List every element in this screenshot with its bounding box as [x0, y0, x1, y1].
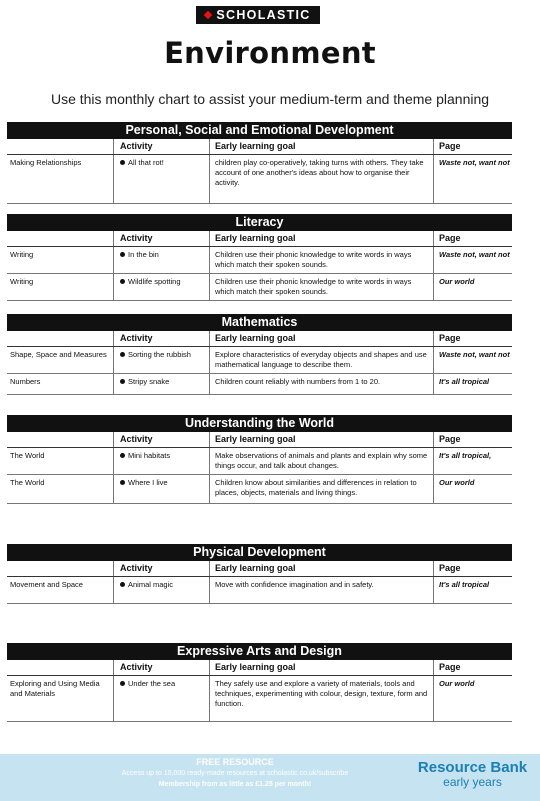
- table-row: [7, 347, 512, 374]
- section-understanding-world: [7, 415, 512, 504]
- page-cell: Waste not, want not: [433, 347, 512, 373]
- area-cell: Movement and Space: [10, 580, 83, 589]
- activity-header: Activity: [113, 231, 209, 246]
- page-cell: Waste not, want not: [433, 155, 512, 203]
- activity-cell: Under the sea: [113, 676, 209, 721]
- table-row: [7, 374, 512, 395]
- bullet-icon: [120, 480, 125, 485]
- page-cell: Our world: [433, 475, 512, 503]
- goal-header: Early learning goal: [209, 231, 433, 246]
- area-cell: Exploring and Using Media and Materials: [10, 679, 100, 698]
- column-headers: [7, 139, 512, 155]
- goal-header: Early learning goal: [209, 139, 433, 154]
- page-cell: Waste not, want not: [433, 247, 512, 273]
- footer-promo: [80, 756, 390, 790]
- activity-cell: Where I live: [113, 475, 209, 503]
- section-physical-development: [7, 544, 512, 604]
- goal-cell: Children know about similarities and differences in relation to places, objects, materials and living things.: [209, 475, 433, 503]
- goal-cell: Make observations of animals and plants and explain why some things occur, and talk about changes.: [209, 448, 433, 474]
- footer-banner: [0, 754, 540, 801]
- area-cell: The World: [10, 451, 45, 460]
- column-headers: [7, 561, 512, 577]
- goal-cell: Children use their phonic knowledge to write words in ways which match their spoken sounds.: [209, 247, 433, 273]
- column-headers: [7, 660, 512, 676]
- section-heading: Personal, Social and Emotional Development: [7, 122, 512, 139]
- page-cell: It's all tropical,: [433, 448, 512, 474]
- section-literacy: [7, 214, 512, 301]
- page-header: Page: [433, 561, 512, 576]
- area-cell: Shape, Space and Measures: [10, 350, 107, 359]
- page-title: Environment: [164, 36, 376, 70]
- goal-cell: They safely use and explore a variety of materials, tools and techniques, experimenting with colour, design, texture, form and function.: [209, 676, 433, 721]
- logo-text: SCHOLASTIC: [216, 8, 311, 22]
- page-header: Page: [433, 231, 512, 246]
- section-heading: Mathematics: [7, 314, 512, 331]
- scholastic-logo: [196, 6, 320, 24]
- brand-subtitle: early years: [443, 775, 502, 789]
- goal-cell: Move with confidence imagination and in safety.: [209, 577, 433, 603]
- area-cell: The World: [10, 478, 45, 487]
- section-heading: Expressive Arts and Design: [7, 643, 512, 660]
- goal-cell: children play co-operatively, taking turns with others. They take account of one another's ideas about how to organise their activity.: [209, 155, 433, 203]
- activity-cell: In the bin: [113, 247, 209, 273]
- section-heading: Physical Development: [7, 544, 512, 561]
- section-heading: Literacy: [7, 214, 512, 231]
- bullet-icon: [120, 379, 125, 384]
- activity-cell: All that rot!: [113, 155, 209, 203]
- footer-title: FREE RESOURCE: [196, 757, 274, 767]
- resource-bank-logo: [410, 760, 535, 789]
- table-row: [7, 577, 512, 604]
- page-subtitle: Use this monthly chart to assist your medium-term and theme planning: [50, 91, 490, 107]
- section-heading: Understanding the World: [7, 415, 512, 432]
- activity-cell: Animal magic: [113, 577, 209, 603]
- activity-header: Activity: [113, 139, 209, 154]
- section-mathematics: [7, 314, 512, 395]
- activity-cell: Stripy snake: [113, 374, 209, 394]
- activity-header: Activity: [113, 331, 209, 346]
- page-cell: It's all tropical: [433, 374, 512, 394]
- activity-cell: Wildlife spotting: [113, 274, 209, 300]
- activity-header: Activity: [113, 660, 209, 675]
- activity-cell: Mini habitats: [113, 448, 209, 474]
- column-headers: [7, 231, 512, 247]
- goal-cell: Children count reliably with numbers from 1 to 20.: [209, 374, 433, 394]
- goal-header: Early learning goal: [209, 432, 433, 447]
- footer-line2: Membership from as little as £1.25 per month!: [158, 781, 312, 788]
- page-header: Page: [433, 432, 512, 447]
- page-cell: Our world: [433, 676, 512, 721]
- table-row: [7, 676, 512, 722]
- goal-header: Early learning goal: [209, 660, 433, 675]
- bullet-icon: [120, 352, 125, 357]
- column-headers: [7, 432, 512, 448]
- goal-cell: Children use their phonic knowledge to write words in ways which match their spoken sounds.: [209, 274, 433, 300]
- goal-header: Early learning goal: [209, 561, 433, 576]
- logo-mark-icon: [204, 11, 212, 19]
- bullet-icon: [120, 453, 125, 458]
- page-cell: It's all tropical: [433, 577, 512, 603]
- table-row: [7, 247, 512, 274]
- bullet-icon: [120, 582, 125, 587]
- section-expressive-arts: [7, 643, 512, 722]
- footer-line1[interactable]: Access up to 10,000 ready-made resources at scholastic.co.uk/subscribe: [121, 770, 349, 777]
- bullet-icon: [120, 252, 125, 257]
- area-cell: Numbers: [10, 377, 41, 386]
- column-headers: [7, 331, 512, 347]
- area-cell: Writing: [10, 250, 34, 259]
- activity-header: Activity: [113, 561, 209, 576]
- table-row: [7, 448, 512, 475]
- table-row: [7, 155, 512, 204]
- page-header: Page: [433, 331, 512, 346]
- page-header: Page: [433, 660, 512, 675]
- activity-header: Activity: [113, 432, 209, 447]
- activity-cell: Sorting the rubbish: [113, 347, 209, 373]
- bullet-icon: [120, 681, 125, 686]
- page-cell: Our world: [433, 274, 512, 300]
- brand-title: Resource Bank: [417, 759, 528, 776]
- table-row: [7, 274, 512, 301]
- area-cell: Writing: [10, 277, 34, 286]
- section-personal-social: [7, 122, 512, 204]
- area-cell: Making Relationships: [10, 158, 82, 167]
- bullet-icon: [120, 160, 125, 165]
- page-header: Page: [433, 139, 512, 154]
- table-row: [7, 475, 512, 504]
- goal-header: Early learning goal: [209, 331, 433, 346]
- goal-cell: Explore characteristics of everyday objects and shapes and use mathematical language to describe them.: [209, 347, 433, 373]
- bullet-icon: [120, 279, 125, 284]
